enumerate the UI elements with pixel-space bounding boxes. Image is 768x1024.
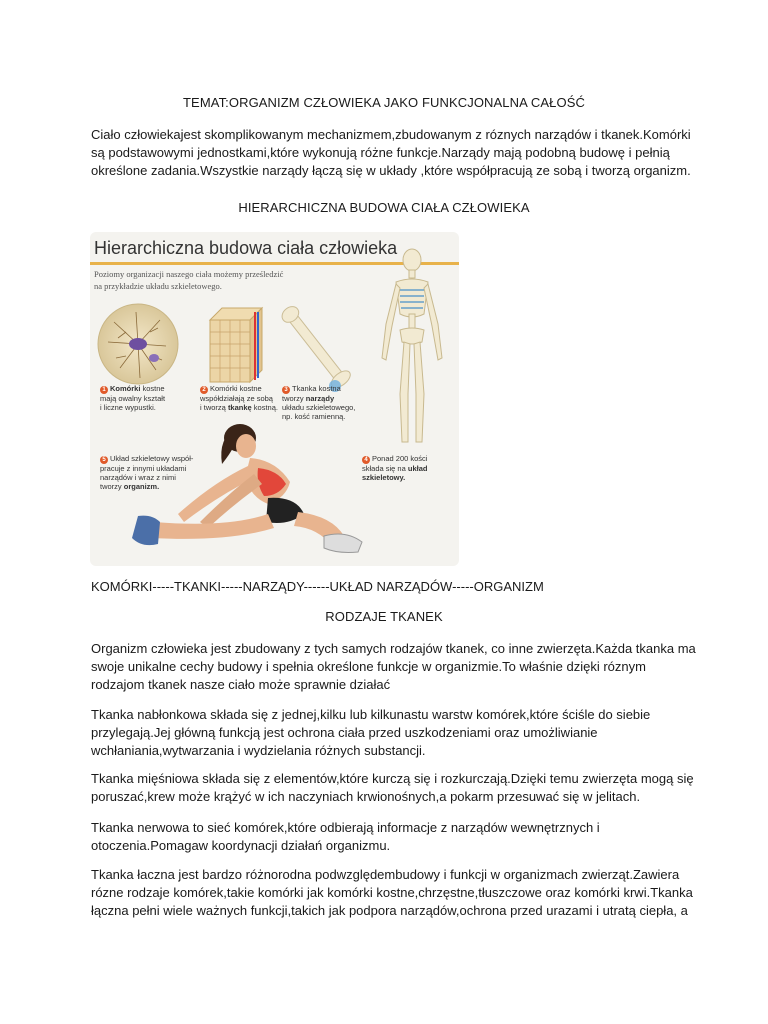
figure-subtitle (94, 268, 283, 292)
stretching-athlete-illustration (118, 418, 368, 566)
bone-cell-illustration (96, 302, 180, 386)
caption-bold: szkieletowy. (362, 473, 406, 482)
caption-text: Tkanka kostna (292, 384, 341, 393)
caption-bold: narządy (305, 394, 335, 403)
step-number-badge: 1 (100, 386, 108, 394)
caption-text: pracuje z innymi układami (100, 464, 187, 473)
text-line: poruszać,krew może krążyć w ich naczyniach krwionośnych,a pokarm przesuwać się w jelitach. (91, 789, 641, 804)
caption-text: i liczne wypustki. (100, 403, 156, 412)
hierarchy-figure (90, 232, 459, 566)
text-line: Tkanka mięśniowa składa się z elementów,które kurczą się i rozkurczają.Dzięki temu zwierzęta mogą się (91, 771, 694, 786)
text-line: łączna pełni wiele ważnych funkcji,takich jak podpora narządów,ochrona przed urazami i utratą ciepła, a (91, 903, 688, 918)
text-line: określone zadania.Wszystkie narządy łączą się w układy ,które współpracują ze sobą i tworzą organizm. (91, 163, 691, 178)
caption-tissue (200, 384, 278, 412)
caption-system (362, 454, 427, 482)
text-line: rodzajom tkanek nasze ciało może sprawnie działać (91, 677, 391, 692)
connective-tissue-paragraph (91, 866, 691, 920)
section-heading-tissues: RODZAJE TKANEK (325, 609, 443, 624)
caption-text: Ponad 200 kości (372, 454, 428, 463)
subtitle-line: na przykładzie układu szkieletowego. (94, 281, 222, 291)
section-heading-hierarchy: HIERARCHICZNA BUDOWA CIAŁA CZŁOWIEKA (238, 200, 530, 215)
text-line: rózne rodzaje komórek,takie komórki jak komórki kostne,chrzęstne,tłuszczowe oraz komórki krwi.Tkanka (91, 885, 693, 900)
intro-paragraph (91, 126, 691, 180)
caption-text: mają owalny kształt (100, 394, 166, 403)
nervous-tissue-paragraph (91, 819, 691, 855)
caption-text: układu szkieletowego, (282, 403, 356, 412)
step-number-badge: 3 (282, 386, 290, 394)
bone-tissue-illustration (200, 300, 270, 384)
text-line: Organizm człowieka jest zbudowany z tych samych rodzajów tkanek, co inne zwierzęta.Każda tkanka ma (91, 641, 696, 656)
subtitle-line: Poziomy organizacji naszego ciała możemy prześledzić (94, 269, 284, 279)
caption-cells (100, 384, 165, 412)
muscle-tissue-paragraph (91, 770, 694, 806)
text-line: Ciało człowiekajest skomplikowanym mechanizmem,zbudowanym z róznych narządów i tkanek.Komórki (91, 127, 691, 142)
caption-text: składa się na (362, 464, 408, 473)
caption-text: kostną. (251, 403, 278, 412)
step-number-badge: 5 (100, 456, 108, 464)
skeleton-illustration (372, 246, 452, 456)
caption-text: tworzy (282, 394, 306, 403)
text-line: Tkanka nerwowa to sieć komórek,które odbierają informacje z narządów wewnętrznych i (91, 820, 600, 835)
text-line: otoczenia.Pomagaw koordynacji działań organizmu. (91, 838, 391, 853)
step-number-badge: 2 (200, 386, 208, 394)
caption-text: tworzy (100, 482, 124, 491)
caption-bold: tkankę (227, 403, 252, 412)
text-line: swoje unikalne cechy budowy i spełnia określone funkcje w organizmie.To właśnie dzięki róznym (91, 659, 646, 674)
text-line: przylegają.Jej główną funkcją jest ochrona ciała przed uszkodzeniami oraz umożliwianie (91, 725, 598, 740)
text-line: są podstawowymi jednostkami,które wykonują różne funkcje.Narządy mają podobną budowę i pełnią (91, 145, 670, 160)
caption-bold: Komórki (110, 384, 141, 393)
caption-text: narządów i wraz z nimi (100, 473, 176, 482)
caption-text: i tworzą (200, 403, 228, 412)
caption-text: Komórki kostne (210, 384, 262, 393)
epithelial-tissue-paragraph (91, 706, 691, 760)
caption-bold: organizm. (123, 482, 160, 491)
tissues-intro-paragraph (91, 640, 696, 694)
document-title: TEMAT:ORGANIZM CZŁOWIEKA JAKO FUNKCJONALNA CAŁOŚĆ (183, 95, 585, 110)
text-line: Tkanka nabłonkowa składa się z jednej,kilku lub kilkunastu warstw komórek,które ściśle do siebie (91, 707, 651, 722)
hierarchy-summary (91, 578, 691, 596)
figure-title: Hierarchiczna budowa ciała człowieka (94, 238, 398, 258)
caption-text: kostne (140, 384, 165, 393)
text-line: wchłaniania,wytwarzania i wydzielania różnych substancji. (91, 743, 426, 758)
caption-text: np. kość ramienną. (282, 412, 346, 421)
text-line: Tkanka łaczna jest bardzo różnorodna podwzględembudowy i funkcji w organizmach zwierząt.Zawiera (91, 867, 680, 882)
step-number-badge: 4 (362, 456, 370, 464)
text-line: KOMÓRKI-----TKANKI-----NARZĄDY------UKŁAD NARZĄDÓW-----ORGANIZM (91, 579, 544, 594)
caption-text: Układ szkieletowy współ- (110, 454, 194, 463)
caption-text: współdziałają ze sobą (200, 394, 273, 403)
caption-bold: układ (407, 464, 428, 473)
caption-organs (282, 384, 355, 421)
humerus-bone-illustration (275, 294, 355, 398)
